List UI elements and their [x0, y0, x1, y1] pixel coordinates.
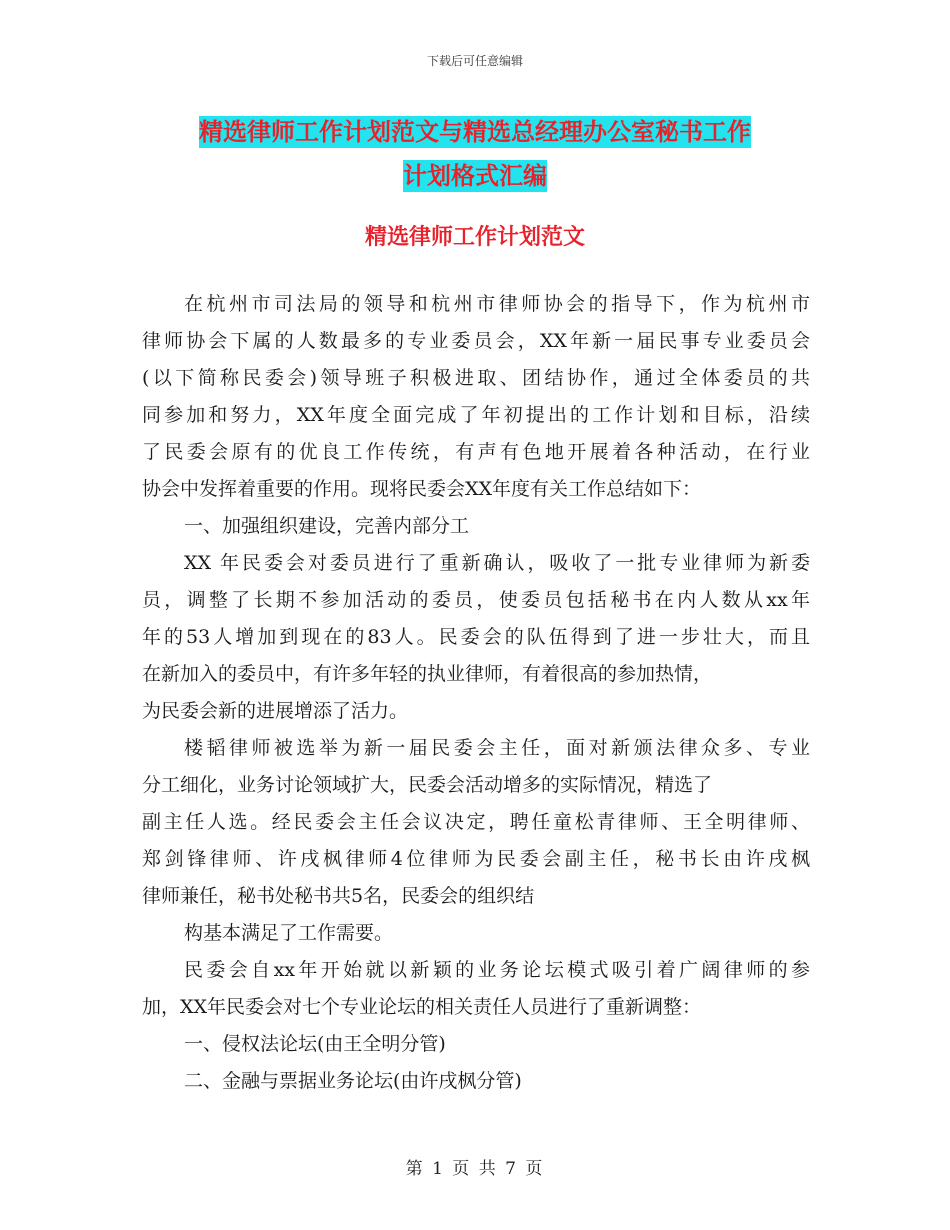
page-header: 下载后可任意编辑 — [426, 54, 523, 68]
body-line: 加，XX年民委会对七个专业论坛的相关责任人员进行了重新调整： — [142, 996, 702, 1018]
body-line: 郑剑锋律师、许戌枫律师4位律师为民委会副主任，秘书长由许戌枫 — [142, 848, 810, 870]
body-line: 楼韬律师被选举为新一届民委会主任，面对新颁法律众多、专业 — [184, 737, 810, 759]
list-item: 二、金融与票据业务论坛(由许戌枫分管) — [184, 1070, 522, 1092]
document-title — [0, 110, 950, 198]
body-line: XX 年民委会对委员进行了重新确认，吸收了一批专业律师为新委 — [184, 552, 810, 574]
subheading-line: 一、加强组织建设，完善内部分工 — [184, 515, 470, 537]
body-line: 在新加入的委员中，有许多年轻的执业律师，有着很高的参加热情， — [142, 663, 713, 685]
body-line: 副主任人选。经民委会主任会议决定，聘任童松青律师、王全明律师、 — [142, 811, 810, 833]
section-title: 精选律师工作计划范文 — [364, 225, 585, 250]
body-line: 律师兼任，秘书处秘书共5名，民委会的组织结 — [142, 885, 535, 907]
document-title-line-1: 精选律师工作计划范文与精选总经理办公室秘书工作 — [199, 118, 751, 146]
body-line: (以下简称民委会)领导班子积极进取、团结协作，通过全体委员的共 — [142, 367, 810, 389]
body-line: 了民委会原有的优良工作传统，有声有色地开展着各种活动，在行业 — [142, 441, 810, 463]
body-line: 同参加和努力，XX年度全面完成了年初提出的工作计划和目标，沿续 — [142, 404, 810, 426]
body-line: 分工细化，业务讨论领域扩大，民委会活动增多的实际情况，精选了 — [142, 774, 713, 796]
body-line: 构基本满足了工作需要。 — [184, 922, 394, 944]
list-item: 一、侵权法论坛(由王全明分管) — [184, 1033, 446, 1055]
body-line: 为民委会新的进展增添了活力。 — [142, 700, 409, 722]
body-line: 协会中发挥着重要的作用。现将民委会XX年度有关工作总结如下： — [142, 478, 702, 500]
body-line: 在杭州市司法局的领导和杭州市律师协会的指导下，作为杭州市 — [184, 293, 810, 315]
document-title-line-2: 计划格式汇编 — [403, 162, 547, 190]
body-line: 年的53人增加到现在的83人。民委会的队伍得到了进一步壮大，而且 — [142, 626, 810, 648]
page-footer: 第 1 页 共 7 页 — [405, 1159, 545, 1179]
body-line: 员，调整了长期不参加活动的委员，使委员包括秘书在内人数从xx年 — [142, 589, 810, 611]
body-line: 律师协会下属的人数最多的专业委员会，XX年新一届民事专业委员会 — [142, 330, 810, 352]
body-line: 民委会自xx年开始就以新颖的业务论坛模式吸引着广阔律师的参 — [184, 959, 810, 981]
body-text — [142, 286, 810, 1100]
